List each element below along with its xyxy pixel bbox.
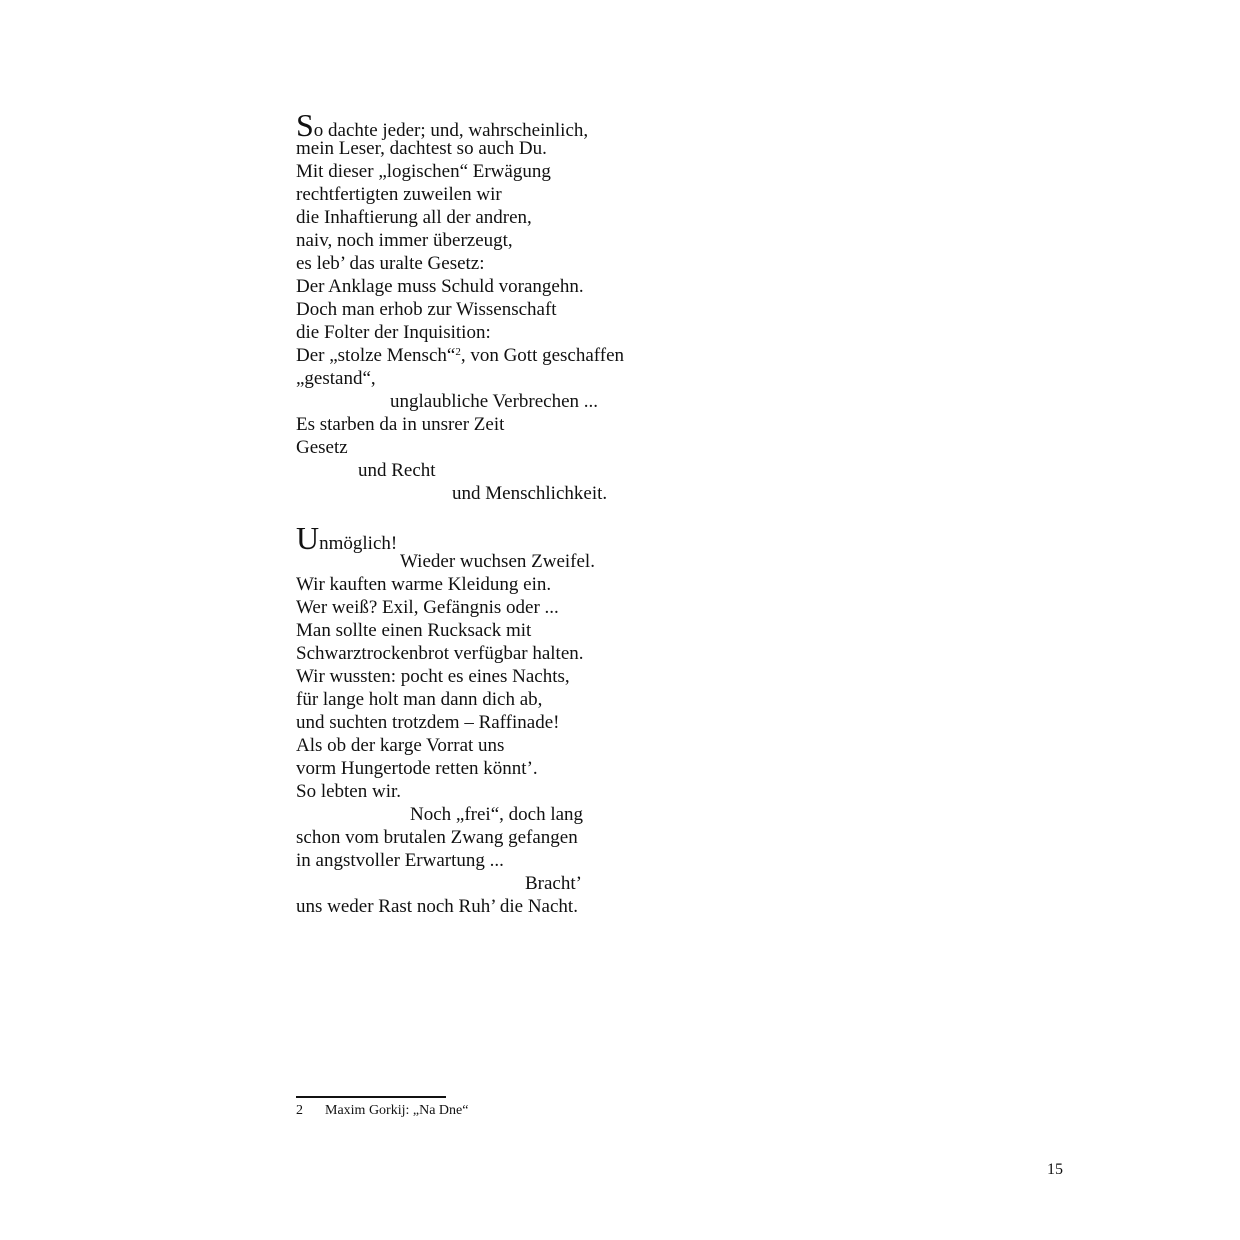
poem-line: und Recht xyxy=(358,460,436,481)
poem-line: naiv, noch immer überzeugt, xyxy=(296,230,513,251)
poem-line: „gestand“, xyxy=(296,368,376,389)
poem-line: Wir wussten: pocht es eines Nachts, xyxy=(296,666,570,687)
poem-line: vorm Hungertode retten könnt’. xyxy=(296,758,538,779)
drop-cap: S xyxy=(296,107,314,143)
footnote-reference[interactable]: 2 xyxy=(455,346,461,358)
poem-line: Noch „frei“, doch lang xyxy=(410,804,584,825)
poem-line: Wer weiß? Exil, Gefängnis oder ... xyxy=(296,597,559,618)
poem-line: Der Anklage muss Schuld vorangehn. xyxy=(296,276,584,297)
footnote-divider xyxy=(296,1096,446,1098)
poem-line: es leb’ das uralte Gesetz: xyxy=(296,253,485,274)
poem-line xyxy=(296,107,716,143)
poem-line: für lange holt man dann dich ab, xyxy=(296,689,543,710)
poem-line: unglaubliche Verbrechen ... xyxy=(390,391,599,412)
poem-line: und Menschlichkeit. xyxy=(452,483,608,504)
poem-line: Als ob der karge Vorrat uns xyxy=(296,735,505,756)
poem-line-text: o dachte jeder; und, wahrscheinlich, xyxy=(313,120,589,141)
poem-line: Wieder wuchsen Zweifel. xyxy=(400,551,595,572)
poem-line-text: nmöglich! xyxy=(319,533,398,554)
stanza-2 xyxy=(296,520,716,918)
poem-line: schon vom brutalen Zwang gefangen xyxy=(296,827,578,848)
poem-line: in angstvoller Erwartung ... xyxy=(296,850,504,871)
poem-line: Schwarztrockenbrot verfügbar halten. xyxy=(296,643,584,664)
poem-line: mein Leser, dachtest so auch Du. xyxy=(296,138,547,159)
poem-line: uns weder Rast noch Ruh’ die Nacht. xyxy=(296,896,578,917)
poem-line: und suchten trotzdem – Raffinade! xyxy=(296,712,560,733)
footnote-text: Maxim Gorkij: „Na Dne“ xyxy=(325,1103,469,1118)
poem-line: Wir kauften warme Kleidung ein. xyxy=(296,574,552,595)
poem-line: die Folter der Inquisition: xyxy=(296,322,491,343)
poem-line-text: Der „stolze Mensch“ xyxy=(296,345,456,366)
poem-line: die Inhaftierung all der andren, xyxy=(296,207,532,228)
page-number: 15 xyxy=(1047,1161,1063,1178)
drop-cap: U xyxy=(296,520,320,556)
poem-line xyxy=(296,520,716,556)
poem-line: Mit dieser „logischen“ Erwägung xyxy=(296,161,551,182)
footnote-number: 2 xyxy=(296,1103,303,1118)
poem-line: Es starben da in unsrer Zeit xyxy=(296,414,505,435)
poem-line xyxy=(296,344,716,367)
poem-line: Doch man erhob zur Wissenschaft xyxy=(296,299,557,320)
poem-line-text: , von Gott geschaffen xyxy=(460,345,625,366)
poem-line: So lebten wir. xyxy=(296,781,402,802)
poem-line: Gesetz xyxy=(296,437,348,458)
footnote xyxy=(296,1102,468,1120)
stanza-1 xyxy=(296,107,716,505)
poem-line: Man sollte einen Rucksack mit xyxy=(296,620,532,641)
poem-line: rechtfertigten zuweilen wir xyxy=(296,184,502,205)
poem-line: Bracht’ xyxy=(525,873,582,894)
